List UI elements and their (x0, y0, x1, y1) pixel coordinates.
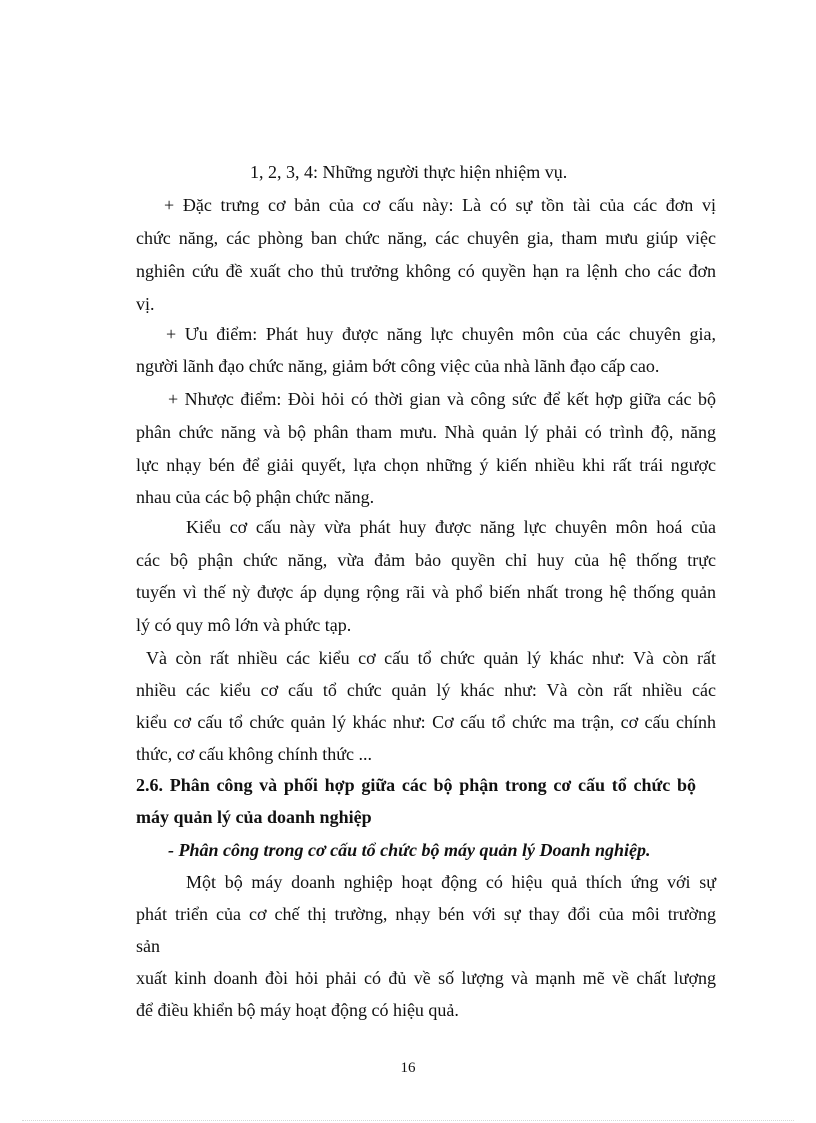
section-heading: máy quản lý của doanh nghiệp (136, 807, 372, 827)
page-number: 16 (400, 1060, 416, 1076)
paragraph-line: + Đặc trưng cơ bản của cơ cấu này: Là có sự tồn tài của các đơn vị (164, 195, 716, 215)
page-border (22, 1120, 794, 1121)
paragraph-line: xuất kinh doanh đòi hỏi phải có đủ về số lượng và mạnh mẽ về chất lượng (136, 968, 716, 988)
paragraph-line: thức, cơ cấu không chính thức ... (136, 744, 372, 764)
paragraph-line: Và còn rất nhiều các kiểu cơ cấu tổ chức quản lý khác như: Và còn rất (146, 648, 716, 668)
subheading: - Phân công trong cơ cấu tổ chức bộ máy quản lý Doanh nghiệp. (168, 840, 651, 860)
paragraph-line: phát triển của cơ chế thị trường, nhạy bén với sự thay đổi của môi trường (136, 904, 716, 924)
section-heading: 2.6. Phân công và phối hợp giữa các bộ phận trong cơ cấu tổ chức bộ (136, 775, 696, 795)
paragraph-line: phân chức năng và bộ phân tham mưu. Nhà quản lý phải có trình độ, năng (136, 422, 716, 442)
paragraph-line: lực nhạy bén để giải quyết, lựa chọn những ý kiến nhiều khi rất trái ngược (136, 455, 716, 475)
paragraph-line: chức năng, các phòng ban chức năng, các chuyên gia, tham mưu giúp việc (136, 228, 716, 248)
legend-text: 1, 2, 3, 4: Những người thực hiện nhiệm vụ. (250, 162, 568, 182)
paragraph-line: nghiên cứu đề xuất cho thủ trưởng không có quyền hạn ra lệnh cho các đơn (136, 261, 716, 281)
paragraph-line: Kiểu cơ cấu này vừa phát huy được năng lực chuyên môn hoá của (186, 517, 716, 537)
paragraph-line: kiểu cơ cấu tổ chức quản lý khác như: Cơ cấu tổ chức ma trận, cơ cấu chính (136, 712, 716, 732)
paragraph-line: các bộ phận chức năng, vừa đảm bảo quyền chỉ huy của hệ thống trực (136, 550, 716, 570)
paragraph-line: Một bộ máy doanh nghiệp hoạt động có hiệu quả thích ứng với sự (186, 872, 716, 892)
paragraph-line: + Nhược điểm: Đòi hỏi có thời gian và công sức để kết hợp giữa các bộ (168, 389, 716, 409)
paragraph-line: + Ưu điểm: Phát huy được năng lực chuyên môn của các chuyên gia, (166, 324, 716, 344)
paragraph-line: nhiều các kiểu cơ cấu tổ chức quản lý khác như: Và còn rất nhiều các (136, 680, 716, 700)
paragraph-line: tuyến vì thế nỳ được áp dụng rộng rãi và phổ biến nhất trong hệ thống quản (136, 582, 716, 602)
paragraph-line: nhau của các bộ phận chức năng. (136, 487, 375, 507)
paragraph-line: lý có quy mô lớn và phức tạp. (136, 615, 352, 635)
paragraph-line: sản (136, 936, 160, 956)
paragraph-line: người lãnh đạo chức năng, giảm bớt công việc của nhà lãnh đạo cấp cao. (136, 356, 660, 376)
paragraph-line: để điều khiển bộ máy hoạt động có hiệu quả. (136, 1000, 459, 1020)
paragraph-line: vị. (136, 294, 155, 314)
